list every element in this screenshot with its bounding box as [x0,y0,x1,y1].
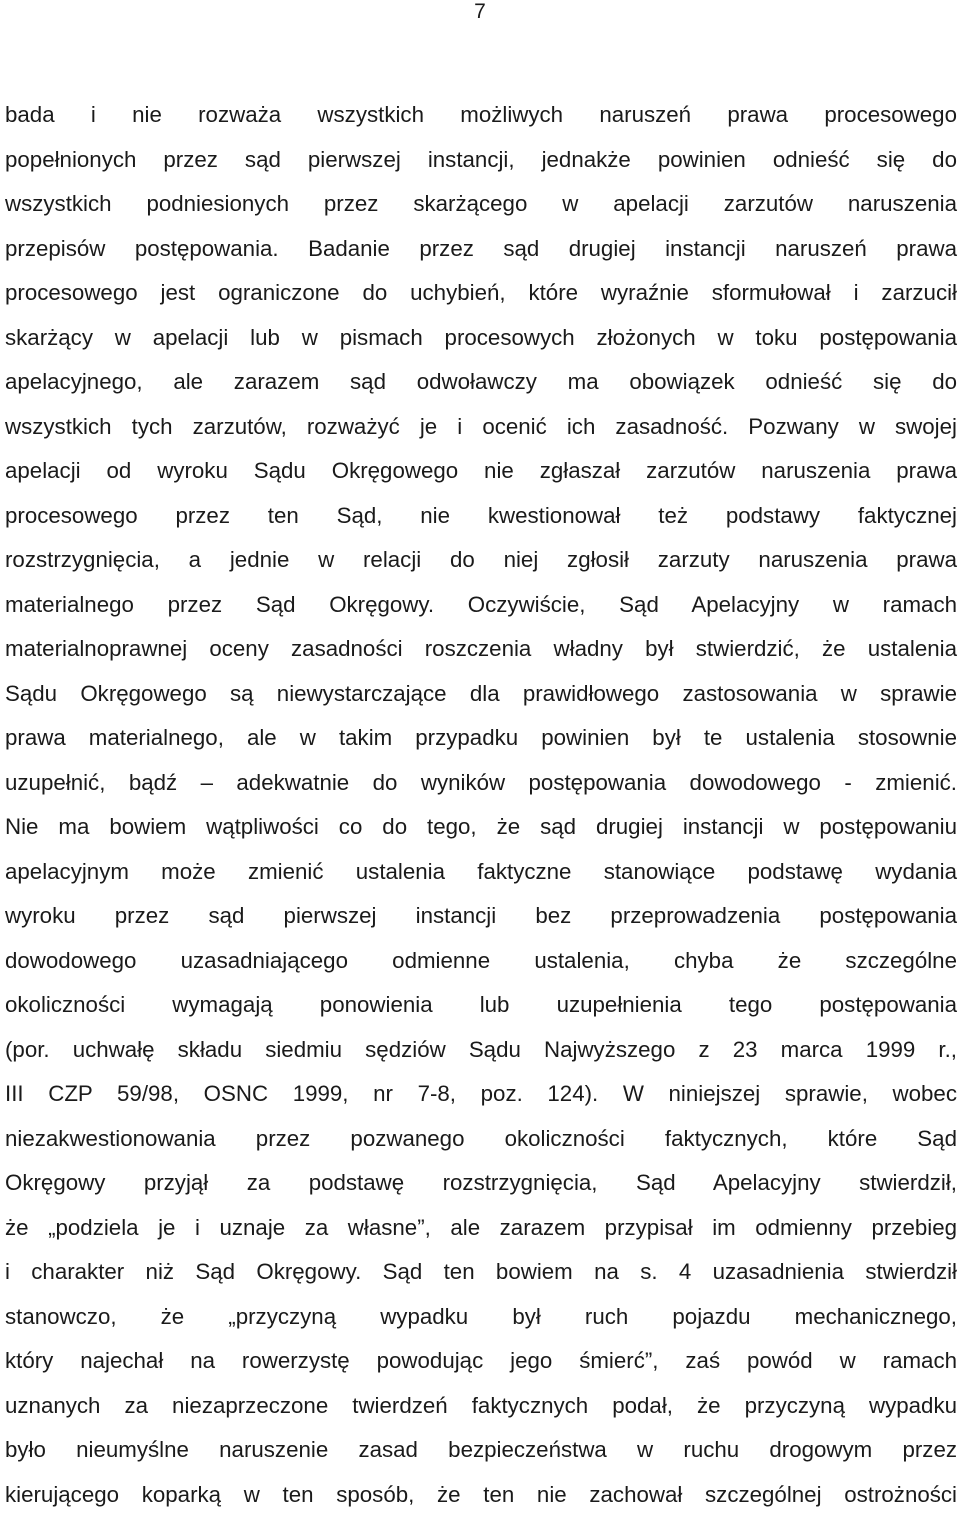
text-line: bada i nie rozważa wszystkich możliwych naruszeń prawa procesowego [5,93,957,138]
text-line: popełnionych przez sąd pierwszej instancji, jednakże powinien odnieść się do [5,138,957,183]
text-line: było nieumyślne naruszenie zasad bezpieczeństwa w ruchu drogowym przez [5,1428,957,1473]
text-line: apelacyjnym może zmienić ustalenia faktyczne stanowiące podstawę wydania [5,850,957,895]
text-line: który najechał na rowerzystę powodując jego śmierć”, zaś powód w ramach [5,1339,957,1384]
text-line: skarżący w apelacji lub w pismach procesowych złożonych w toku postępowania [5,316,957,361]
text-line: uzupełnić, bądź – adekwatnie do wyników postępowania dowodowego - zmienić. [5,761,957,806]
text-line: apelacyjnego, ale zarazem sąd odwoławczy ma obowiązek odnieść się do [5,360,957,405]
text-line: procesowego przez ten Sąd, nie kwestionował też podstawy faktycznej [5,494,957,539]
text-line: dowodowego uzasadniającego odmienne ustalenia, chyba że szczególne [5,939,957,984]
page-number: 7 [470,0,490,24]
text-line: okoliczności wymagają ponowienia lub uzupełnienia tego postępowania [5,983,957,1028]
text-line: prawa materialnego, ale w takim przypadku powinien był te ustalenia stosownie [5,716,957,761]
body-paragraph [5,93,957,1517]
text-line: kierującego koparką w ten sposób, że ten nie zachował szczególnej ostrożności [5,1473,957,1517]
text-line: że „podziela je i uznaje za własne”, ale zarazem przypisał im odmienny przebieg [5,1206,957,1251]
text-line: materialnoprawnej oceny zasadności roszczenia władny był stwierdzić, że ustalenia [5,627,957,672]
text-line: przepisów postępowania. Badanie przez sąd drugiej instancji naruszeń prawa [5,227,957,272]
text-line: Nie ma bowiem wątpliwości co do tego, że sąd drugiej instancji w postępowaniu [5,805,957,850]
text-line: wszystkich tych zarzutów, rozważyć je i ocenić ich zasadność. Pozwany w swojej [5,405,957,450]
text-line: materialnego przez Sąd Okręgowy. Oczywiście, Sąd Apelacyjny w ramach [5,583,957,628]
text-line: stanowczo, że „przyczyną wypadku był ruch pojazdu mechanicznego, [5,1295,957,1340]
text-line: Okręgowy przyjął za podstawę rozstrzygnięcia, Sąd Apelacyjny stwierdził, [5,1161,957,1206]
text-line: uznanych za niezaprzeczone twierdzeń faktycznych podał, że przyczyną wypadku [5,1384,957,1429]
text-line: apelacji od wyroku Sądu Okręgowego nie zgłaszał zarzutów naruszenia prawa [5,449,957,494]
text-line: i charakter niż Sąd Okręgowy. Sąd ten bowiem na s. 4 uzasadnienia stwierdził [5,1250,957,1295]
text-line: wszystkich podniesionych przez skarżącego w apelacji zarzutów naruszenia [5,182,957,227]
text-line: procesowego jest ograniczone do uchybień, które wyraźnie sformułował i zarzucił [5,271,957,316]
text-line: Sądu Okręgowego są niewystarczające dla prawidłowego zastosowania w sprawie [5,672,957,717]
text-line: niezakwestionowania przez pozwanego okoliczności faktycznych, które Sąd [5,1117,957,1162]
text-line: III CZP 59/98, OSNC 1999, nr 7-8, poz. 124). W niniejszej sprawie, wobec [5,1072,957,1117]
text-line: wyroku przez sąd pierwszej instancji bez przeprowadzenia postępowania [5,894,957,939]
text-line: rozstrzygnięcia, a jednie w relacji do niej zgłosił zarzuty naruszenia prawa [5,538,957,583]
text-line: (por. uchwałę składu siedmiu sędziów Sądu Najwyższego z 23 marca 1999 r., [5,1028,957,1073]
